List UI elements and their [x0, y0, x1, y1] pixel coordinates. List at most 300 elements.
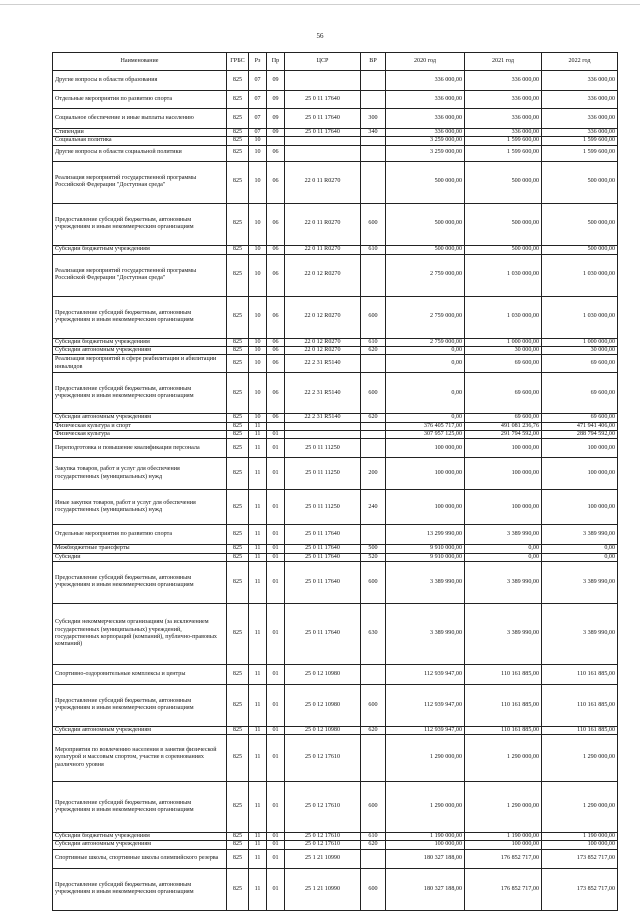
- table-row: [53, 545, 618, 553]
- cell-csr: [285, 145, 361, 161]
- cell-name: Субсидии: [53, 553, 227, 561]
- cell-2020: 180 327 188,00: [386, 849, 465, 868]
- table-row: [53, 129, 618, 137]
- cell-csr: 22 2 31 R5140: [285, 355, 361, 373]
- cell-2021: 3 389 990,00: [465, 525, 542, 545]
- cell-2021: 0,00: [465, 545, 542, 553]
- cell-grbs: 825: [227, 490, 249, 525]
- cell-grbs: 825: [227, 545, 249, 553]
- cell-vr: 600: [361, 868, 386, 910]
- cell-2020: 2 759 000,00: [386, 338, 465, 346]
- cell-vr: 630: [361, 603, 386, 664]
- cell-name: Социальное обеспечение и иные выплаты населению: [53, 109, 227, 129]
- cell-pr: 01: [267, 782, 285, 833]
- cell-vr: 620: [361, 414, 386, 422]
- page-number: 56: [316, 32, 324, 40]
- cell-csr: 25 0 11 11250: [285, 458, 361, 490]
- cell-2020: 336 000,00: [386, 109, 465, 129]
- cell-csr: [285, 71, 361, 91]
- cell-2022: 1 030 000,00: [542, 296, 618, 338]
- cell-csr: 22 0 11 R0270: [285, 203, 361, 245]
- cell-grbs: 825: [227, 553, 249, 561]
- cell-grbs: 825: [227, 735, 249, 782]
- cell-csr: [285, 422, 361, 430]
- cell-2022: 100 000,00: [542, 439, 618, 458]
- cell-2022: 1 599 600,00: [542, 137, 618, 145]
- cell-rz: 10: [249, 254, 267, 296]
- cell-grbs: 825: [227, 161, 249, 203]
- cell-vr: 600: [361, 373, 386, 414]
- cell-2022: 1 290 000,00: [542, 735, 618, 782]
- cell-csr: 22 2 31 R5140: [285, 414, 361, 422]
- table-row: [53, 735, 618, 782]
- cell-2022: 1 030 000,00: [542, 254, 618, 296]
- cell-2020: 3 389 990,00: [386, 603, 465, 664]
- cell-name: Предоставление субсидий бюджетным, автономным учреждениям и иным некоммерческим организациям: [53, 684, 227, 726]
- cell-pr: 01: [267, 684, 285, 726]
- cell-2020: 0,00: [386, 346, 465, 354]
- cell-2022: 288 794 592,00: [542, 430, 618, 438]
- cell-name: Межбюджетные трансферты: [53, 545, 227, 553]
- cell-rz: 07: [249, 129, 267, 137]
- cell-grbs: 825: [227, 525, 249, 545]
- cell-2020: 307 957 125,00: [386, 430, 465, 438]
- cell-2022: 1 290 000,00: [542, 782, 618, 833]
- cell-2022: 110 161 885,00: [542, 726, 618, 734]
- cell-2021: 110 161 885,00: [465, 664, 542, 684]
- cell-grbs: 825: [227, 430, 249, 438]
- cell-csr: 22 2 31 R5140: [285, 373, 361, 414]
- cell-vr: 600: [361, 684, 386, 726]
- header-rz: Рз: [249, 53, 267, 71]
- table-row: [53, 561, 618, 603]
- cell-rz: 11: [249, 664, 267, 684]
- cell-2022: 1 190 000,00: [542, 833, 618, 841]
- cell-2022: 100 000,00: [542, 458, 618, 490]
- table-row: [53, 137, 618, 145]
- cell-pr: 01: [267, 490, 285, 525]
- cell-csr: 25 0 12 17610: [285, 782, 361, 833]
- cell-name: Другие вопросы в области социальной политики: [53, 145, 227, 161]
- table-row: [53, 245, 618, 254]
- cell-2020: 180 327 188,00: [386, 868, 465, 910]
- cell-vr: [361, 849, 386, 868]
- cell-vr: 600: [361, 561, 386, 603]
- cell-pr: 06: [267, 414, 285, 422]
- cell-csr: 25 0 12 17610: [285, 833, 361, 841]
- cell-2021: 1 290 000,00: [465, 782, 542, 833]
- cell-2022: 3 389 990,00: [542, 561, 618, 603]
- cell-rz: 10: [249, 355, 267, 373]
- header-vr: ВР: [361, 53, 386, 71]
- cell-csr: [285, 430, 361, 438]
- cell-rz: 11: [249, 553, 267, 561]
- cell-2020: 500 000,00: [386, 203, 465, 245]
- cell-rz: 11: [249, 439, 267, 458]
- table-row: [53, 841, 618, 849]
- cell-2020: 100 000,00: [386, 439, 465, 458]
- cell-2020: 112 939 947,00: [386, 684, 465, 726]
- cell-name: Другие вопросы в области образования: [53, 71, 227, 91]
- cell-pr: 01: [267, 849, 285, 868]
- table-row: [53, 603, 618, 664]
- cell-2021: 100 000,00: [465, 490, 542, 525]
- table-row: [53, 664, 618, 684]
- cell-2022: 173 852 717,00: [542, 868, 618, 910]
- cell-vr: [361, 430, 386, 438]
- table-row: [53, 91, 618, 109]
- cell-2020: 13 299 990,00: [386, 525, 465, 545]
- cell-grbs: 825: [227, 439, 249, 458]
- cell-2021: 336 000,00: [465, 129, 542, 137]
- cell-vr: 610: [361, 245, 386, 254]
- cell-2022: 110 161 885,00: [542, 684, 618, 726]
- cell-vr: 600: [361, 203, 386, 245]
- table-row: [53, 868, 618, 910]
- budget-table: [52, 52, 618, 911]
- cell-grbs: 825: [227, 726, 249, 734]
- cell-vr: 240: [361, 490, 386, 525]
- cell-2020: 0,00: [386, 414, 465, 422]
- cell-2021: 100 000,00: [465, 841, 542, 849]
- cell-2021: 110 161 885,00: [465, 726, 542, 734]
- cell-2022: 1 599 600,00: [542, 145, 618, 161]
- cell-pr: 06: [267, 355, 285, 373]
- cell-name: Иные закупки товаров, работ и услуг для обеспечения государственных (муниципальных) нужд: [53, 490, 227, 525]
- cell-2020: 0,00: [386, 373, 465, 414]
- cell-grbs: 825: [227, 203, 249, 245]
- cell-csr: 25 0 11 17640: [285, 603, 361, 664]
- cell-2021: 69 600,00: [465, 414, 542, 422]
- cell-2022: 336 000,00: [542, 91, 618, 109]
- cell-2020: 3 259 000,00: [386, 137, 465, 145]
- table-row: [53, 373, 618, 414]
- table-row: [53, 71, 618, 91]
- cell-rz: 11: [249, 684, 267, 726]
- cell-csr: 25 0 12 17610: [285, 841, 361, 849]
- cell-2021: 1 190 000,00: [465, 833, 542, 841]
- cell-2022: 100 000,00: [542, 841, 618, 849]
- cell-rz: 11: [249, 525, 267, 545]
- cell-name: Реализация мероприятий в сфере реабилитации и абилитации инвалидов: [53, 355, 227, 373]
- table-row: [53, 161, 618, 203]
- cell-csr: 22 0 12 R0270: [285, 346, 361, 354]
- cell-vr: 200: [361, 458, 386, 490]
- cell-pr: 01: [267, 603, 285, 664]
- cell-pr: 09: [267, 109, 285, 129]
- cell-2022: 500 000,00: [542, 245, 618, 254]
- cell-rz: 11: [249, 833, 267, 841]
- cell-csr: 22 0 12 R0270: [285, 254, 361, 296]
- cell-rz: 10: [249, 137, 267, 145]
- cell-vr: 620: [361, 346, 386, 354]
- cell-csr: 25 0 11 11250: [285, 439, 361, 458]
- cell-vr: 610: [361, 833, 386, 841]
- cell-vr: 620: [361, 841, 386, 849]
- cell-2020: 1 190 000,00: [386, 833, 465, 841]
- cell-grbs: 825: [227, 561, 249, 603]
- cell-grbs: 825: [227, 414, 249, 422]
- cell-vr: 340: [361, 129, 386, 137]
- cell-pr: 06: [267, 245, 285, 254]
- cell-vr: [361, 525, 386, 545]
- table-row: [53, 430, 618, 438]
- cell-2021: 100 000,00: [465, 458, 542, 490]
- cell-2020: 500 000,00: [386, 245, 465, 254]
- cell-csr: 22 0 11 R0270: [285, 245, 361, 254]
- cell-2021: 30 000,00: [465, 346, 542, 354]
- cell-pr: 06: [267, 296, 285, 338]
- cell-pr: 01: [267, 553, 285, 561]
- top-rule: [0, 4, 640, 5]
- cell-csr: 25 1 21 10990: [285, 868, 361, 910]
- cell-vr: 500: [361, 545, 386, 553]
- cell-grbs: 825: [227, 373, 249, 414]
- cell-2020: 500 000,00: [386, 161, 465, 203]
- cell-vr: [361, 422, 386, 430]
- cell-pr: 01: [267, 545, 285, 553]
- cell-vr: 520: [361, 553, 386, 561]
- cell-name: Субсидии автономным учреждениям: [53, 726, 227, 734]
- cell-2021: 3 389 990,00: [465, 603, 542, 664]
- table-row: [53, 833, 618, 841]
- cell-csr: 25 0 11 17640: [285, 129, 361, 137]
- cell-rz: 10: [249, 245, 267, 254]
- cell-rz: 07: [249, 109, 267, 129]
- cell-rz: 11: [249, 849, 267, 868]
- header-2022: 2022 год: [542, 53, 618, 71]
- cell-pr: 06: [267, 346, 285, 354]
- cell-grbs: 825: [227, 684, 249, 726]
- cell-vr: 610: [361, 338, 386, 346]
- cell-vr: [361, 735, 386, 782]
- cell-vr: 600: [361, 296, 386, 338]
- cell-2020: 3 389 990,00: [386, 561, 465, 603]
- cell-vr: [361, 439, 386, 458]
- cell-vr: [361, 254, 386, 296]
- cell-rz: 10: [249, 338, 267, 346]
- cell-2020: 3 259 000,00: [386, 145, 465, 161]
- cell-csr: 25 0 11 17640: [285, 91, 361, 109]
- cell-name: Предоставление субсидий бюджетным, автономным учреждениям и иным некоммерческим организациям: [53, 296, 227, 338]
- cell-name: Субсидии автономным учреждениям: [53, 346, 227, 354]
- cell-2022: 69 600,00: [542, 355, 618, 373]
- cell-pr: [267, 422, 285, 430]
- cell-name: Спортивно-оздоровительные комплексы и центры: [53, 664, 227, 684]
- cell-2022: 110 161 885,00: [542, 664, 618, 684]
- cell-csr: 25 0 11 17640: [285, 109, 361, 129]
- cell-pr: 01: [267, 439, 285, 458]
- cell-vr: [361, 137, 386, 145]
- cell-name: Предоставление субсидий бюджетным, автономным учреждениям и иным некоммерческим организациям: [53, 868, 227, 910]
- cell-rz: 10: [249, 203, 267, 245]
- cell-2021: 1 030 000,00: [465, 296, 542, 338]
- cell-2021: 110 161 885,00: [465, 684, 542, 726]
- cell-csr: 22 0 11 R0270: [285, 161, 361, 203]
- header-2020: 2020 год: [386, 53, 465, 71]
- table-row: [53, 458, 618, 490]
- cell-2022: 471 941 406,00: [542, 422, 618, 430]
- cell-2020: 100 000,00: [386, 458, 465, 490]
- cell-name: Предоставление субсидий бюджетным, автономным учреждениям и иным некоммерческим организациям: [53, 203, 227, 245]
- cell-rz: 07: [249, 91, 267, 109]
- cell-pr: 06: [267, 254, 285, 296]
- header-grbs: ГРБС: [227, 53, 249, 71]
- cell-2021: 1 000 000,00: [465, 338, 542, 346]
- table-row: [53, 254, 618, 296]
- cell-vr: 300: [361, 109, 386, 129]
- cell-2020: 112 939 947,00: [386, 664, 465, 684]
- cell-2021: 500 000,00: [465, 245, 542, 254]
- cell-rz: 10: [249, 373, 267, 414]
- cell-grbs: 825: [227, 245, 249, 254]
- header-row: [53, 53, 618, 71]
- cell-2022: 500 000,00: [542, 203, 618, 245]
- table-row: [53, 296, 618, 338]
- cell-grbs: 825: [227, 145, 249, 161]
- cell-vr: [361, 355, 386, 373]
- cell-grbs: 825: [227, 254, 249, 296]
- cell-2021: 0,00: [465, 553, 542, 561]
- cell-name: Реализация мероприятий государственной программы Российской Федерации "Доступная среда": [53, 254, 227, 296]
- cell-pr: 06: [267, 203, 285, 245]
- cell-rz: 11: [249, 422, 267, 430]
- cell-2022: 173 852 717,00: [542, 849, 618, 868]
- cell-2020: 2 759 000,00: [386, 254, 465, 296]
- cell-grbs: 825: [227, 296, 249, 338]
- cell-2022: 3 389 990,00: [542, 603, 618, 664]
- table-row: [53, 553, 618, 561]
- cell-2021: 500 000,00: [465, 203, 542, 245]
- table-row: [53, 346, 618, 354]
- cell-2020: 376 405 717,00: [386, 422, 465, 430]
- cell-rz: 10: [249, 161, 267, 203]
- cell-name: Субсидии автономным учреждениям: [53, 841, 227, 849]
- cell-rz: 11: [249, 603, 267, 664]
- cell-vr: 620: [361, 726, 386, 734]
- cell-vr: [361, 161, 386, 203]
- cell-name: Предоставление субсидий бюджетным, автономным учреждениям и иным некоммерческим организациям: [53, 373, 227, 414]
- cell-2021: 291 794 592,00: [465, 430, 542, 438]
- cell-pr: 01: [267, 561, 285, 603]
- cell-rz: 10: [249, 296, 267, 338]
- cell-2021: 1 599 600,00: [465, 137, 542, 145]
- cell-rz: 11: [249, 458, 267, 490]
- cell-rz: 11: [249, 726, 267, 734]
- cell-grbs: 825: [227, 833, 249, 841]
- cell-pr: 01: [267, 430, 285, 438]
- cell-csr: 25 0 11 17640: [285, 525, 361, 545]
- cell-rz: 11: [249, 545, 267, 553]
- table-row: [53, 203, 618, 245]
- header-pr: Пр: [267, 53, 285, 71]
- cell-2022: 69 600,00: [542, 373, 618, 414]
- cell-2021: 1 290 000,00: [465, 735, 542, 782]
- cell-2021: 69 600,00: [465, 355, 542, 373]
- cell-csr: 25 0 11 11250: [285, 490, 361, 525]
- cell-rz: 07: [249, 71, 267, 91]
- cell-2021: 336 000,00: [465, 91, 542, 109]
- cell-2022: 0,00: [542, 553, 618, 561]
- cell-rz: 10: [249, 346, 267, 354]
- cell-grbs: 825: [227, 338, 249, 346]
- cell-grbs: 825: [227, 603, 249, 664]
- cell-2022: 30 000,00: [542, 346, 618, 354]
- cell-grbs: 825: [227, 109, 249, 129]
- cell-grbs: 825: [227, 458, 249, 490]
- cell-2020: 1 290 000,00: [386, 782, 465, 833]
- cell-2020: 9 910 000,00: [386, 545, 465, 553]
- cell-2021: 1 030 000,00: [465, 254, 542, 296]
- cell-pr: 01: [267, 735, 285, 782]
- cell-pr: [267, 137, 285, 145]
- cell-csr: 25 0 12 17610: [285, 735, 361, 782]
- cell-name: Отдельные мероприятия по развитию спорта: [53, 525, 227, 545]
- cell-grbs: 825: [227, 71, 249, 91]
- cell-vr: [361, 145, 386, 161]
- cell-pr: 01: [267, 841, 285, 849]
- cell-name: Отдельные мероприятия по развитию спорта: [53, 91, 227, 109]
- cell-name: Физическая культура: [53, 430, 227, 438]
- header-2021: 2021 год: [465, 53, 542, 71]
- cell-2022: 0,00: [542, 545, 618, 553]
- cell-rz: 10: [249, 414, 267, 422]
- cell-grbs: 825: [227, 422, 249, 430]
- cell-rz: 11: [249, 430, 267, 438]
- cell-pr: 06: [267, 161, 285, 203]
- cell-2020: 336 000,00: [386, 71, 465, 91]
- cell-csr: 25 0 12 10980: [285, 726, 361, 734]
- cell-grbs: 825: [227, 137, 249, 145]
- cell-csr: 25 1 21 10990: [285, 849, 361, 868]
- table-row: [53, 109, 618, 129]
- cell-grbs: 825: [227, 129, 249, 137]
- cell-grbs: 825: [227, 868, 249, 910]
- cell-csr: 25 0 12 10980: [285, 664, 361, 684]
- cell-rz: 11: [249, 782, 267, 833]
- cell-name: Субсидии некоммерческим организациям (за исключением государственных (муниципальных) учреждений, государственных корпораций (компаний), публично-правовых компаний): [53, 603, 227, 664]
- cell-name: Мероприятия по вовлечению населения в занятия физической культурой и массовым спортом, участие в соревнованиях различного уровня: [53, 735, 227, 782]
- cell-pr: 01: [267, 664, 285, 684]
- cell-pr: 01: [267, 868, 285, 910]
- cell-name: Субсидии бюджетным учреждениям: [53, 833, 227, 841]
- cell-pr: 06: [267, 145, 285, 161]
- cell-2020: 0,00: [386, 355, 465, 373]
- cell-2020: 100 000,00: [386, 841, 465, 849]
- cell-2022: 100 000,00: [542, 490, 618, 525]
- cell-csr: 25 0 11 17640: [285, 561, 361, 603]
- cell-2022: 336 000,00: [542, 71, 618, 91]
- table-row: [53, 338, 618, 346]
- cell-2022: 1 000 000,00: [542, 338, 618, 346]
- cell-pr: 01: [267, 458, 285, 490]
- cell-2021: 336 000,00: [465, 109, 542, 129]
- cell-name: Субсидии автономным учреждениям: [53, 414, 227, 422]
- cell-csr: 22 0 12 R0270: [285, 338, 361, 346]
- cell-2021: 336 000,00: [465, 71, 542, 91]
- cell-pr: 09: [267, 71, 285, 91]
- cell-name: Предоставление субсидий бюджетным, автономным учреждениям и иным некоммерческим организациям: [53, 561, 227, 603]
- cell-vr: [361, 664, 386, 684]
- cell-pr: 09: [267, 129, 285, 137]
- table-row: [53, 414, 618, 422]
- cell-grbs: 825: [227, 782, 249, 833]
- cell-2020: 9 910 000,00: [386, 553, 465, 561]
- cell-pr: 09: [267, 91, 285, 109]
- cell-grbs: 825: [227, 849, 249, 868]
- cell-csr: 25 0 11 17640: [285, 553, 361, 561]
- cell-name: Предоставление субсидий бюджетным, автономным учреждениям и иным некоммерческим организациям: [53, 782, 227, 833]
